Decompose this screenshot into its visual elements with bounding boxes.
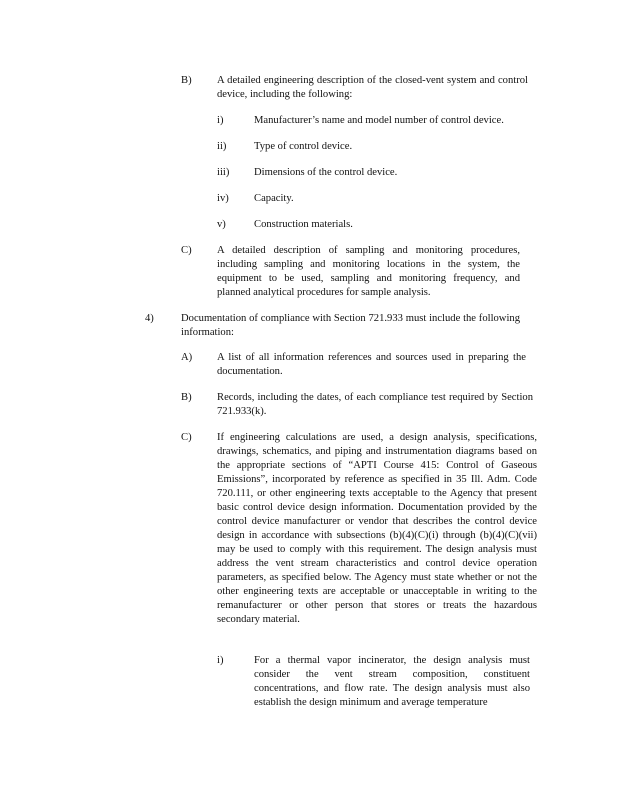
section-label: 4)	[145, 313, 154, 324]
item-text: Records, including the dates, of each compliance test required by Section 721.933(k).	[217, 392, 533, 417]
item-label: B)	[181, 392, 192, 403]
item-label: C)	[181, 245, 192, 256]
subitem-label: i)	[217, 655, 224, 666]
subitem-label: iv)	[217, 193, 229, 204]
subitem-label: iii)	[217, 167, 230, 178]
item-text: If engineering calculations are used, a design analysis, specifications, drawings, schematics, and piping and instrumentation diagrams based on the appropriate sections of “APTI Course 415: Control of Gaseous Emissions”, incorporated by reference as specified in 35 Ill. Adm. Code 720.111, or other engineering texts acceptable to the Agency that present basic control device design information. Documentation provided by the control device manufacturer or vendor that describes the control device design in accordance with subsections (b)(4)(C)(i) through (b)(4)(C)(vii) may be used to comply with this requirement. The design analysis must address the vent stream characteristics and control device operation parameters, as specified below. The Agency must state whether or not the other engineering texts are acceptable or unacceptable in writing to the remanufacturer or other person that stores or treats the hazardous secondary material.	[217, 432, 537, 625]
subitem-text: Capacity.	[254, 193, 294, 204]
subitem-text: Type of control device.	[254, 141, 353, 152]
subitem-text: Dimensions of the control device.	[254, 167, 398, 178]
item-label: C)	[181, 432, 192, 443]
section-text: Documentation of compliance with Section 721.933 must include the following information:	[181, 313, 520, 338]
subitem-text: For a thermal vapor incinerator, the design analysis must consider the vent stream composition, constituent concentrations, and flow rate. The design analysis must also establish the design minimum and average temperature	[254, 655, 530, 708]
item-text: A list of all information references and sources used in preparing the documentation.	[217, 352, 526, 377]
subitem-text: Manufacturer’s name and model number of control device.	[254, 115, 504, 126]
item-text: A detailed engineering description of the closed-vent system and control device, including the following:	[217, 75, 528, 100]
subitem-text: Construction materials.	[254, 219, 353, 230]
item-label: A)	[181, 352, 193, 363]
subitem-label: i)	[217, 115, 224, 126]
subitem-label: ii)	[217, 141, 227, 152]
subitem-label: v)	[217, 219, 226, 230]
item-text: A detailed description of sampling and monitoring procedures, including sampling and monitoring locations in the system, the equipment to be used, sampling and monitoring frequency, and planned analytical procedures for sample analysis.	[217, 245, 520, 298]
item-label: B)	[181, 75, 192, 86]
